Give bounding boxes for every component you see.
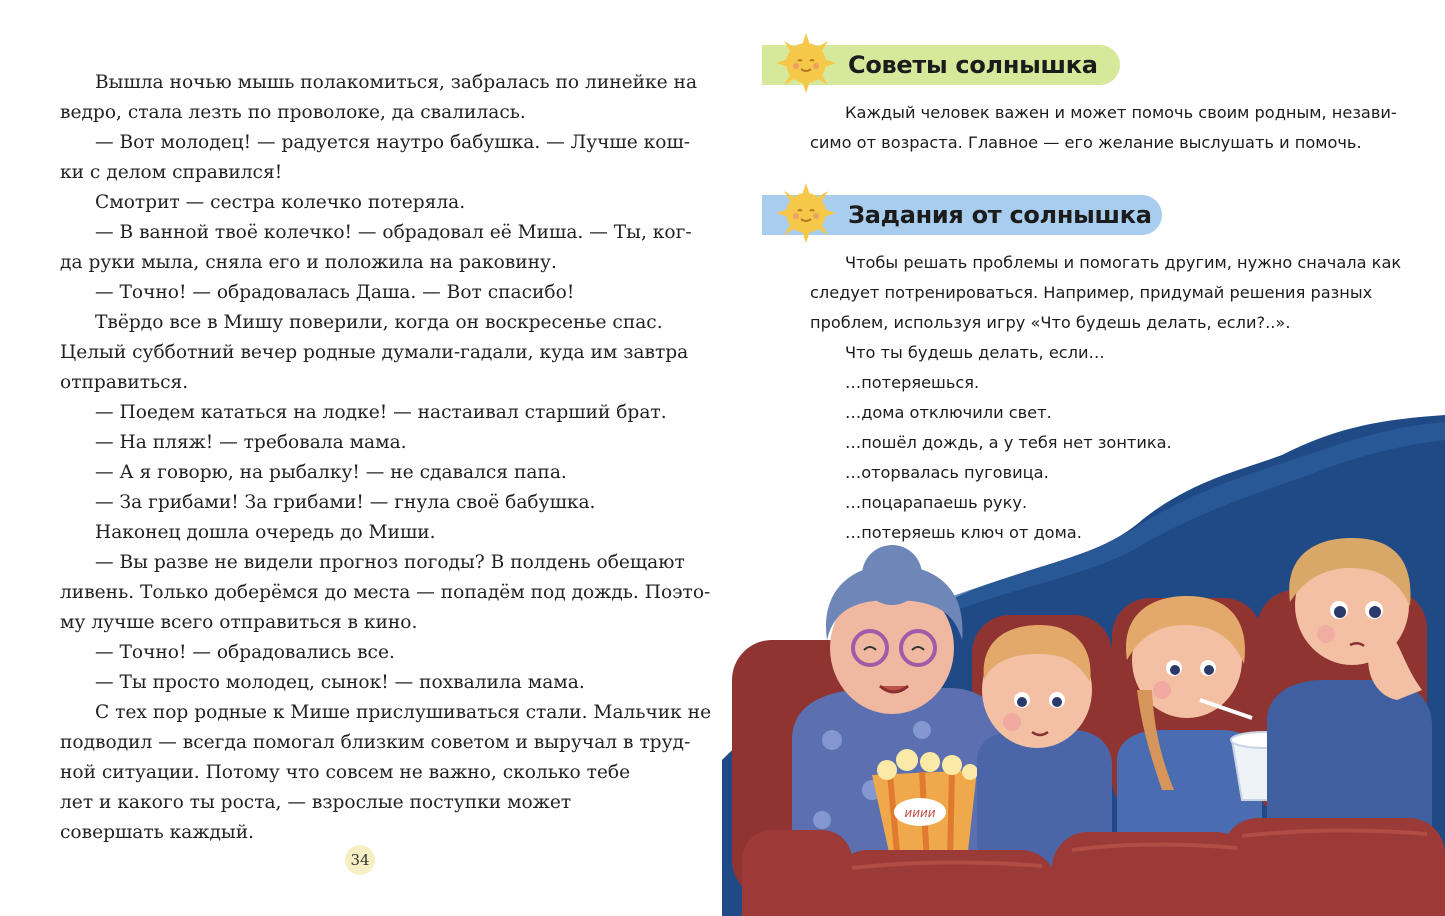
story-line: му лучше всего отправиться в кино. xyxy=(60,612,418,633)
story-line: Наконец дошла очередь до Миши. xyxy=(95,522,436,543)
story-line: — На пляж! — требовала мама. xyxy=(95,432,407,453)
story-line: — А я говорю, на рыбалку! — не сдавался папа. xyxy=(95,462,567,483)
task-line: …пошёл дождь, а у тебя нет зонтика. xyxy=(845,433,1172,452)
advice-header xyxy=(722,45,1142,85)
story-line: С тех пор родные к Мише прислушиваться стали. Мальчик не xyxy=(95,702,712,723)
advice-line: симо от возраста. Главное — его желание выслушать и помочь. xyxy=(810,133,1362,152)
task-line: следует потренироваться. Например, придумай решения разных xyxy=(810,283,1373,302)
story-line: ливень. Только доберёмся до места — попадём под дождь. Поэто- xyxy=(60,582,711,603)
story-line: — В ванной твоё колечко! — обрадовал её Миша. — Ты, ког- xyxy=(95,222,692,243)
story-line: подводил — всегда помогал близким советом и выручал в труд- xyxy=(60,732,691,753)
task-line: …дома отключили свет. xyxy=(845,403,1052,422)
story-line: Целый субботний вечер родные думали-гадали, куда им завтра xyxy=(60,342,689,363)
story-line: ведро, стала лезть по проволоке, да свалилась. xyxy=(60,102,526,123)
story-line: ной ситуации. Потому что совсем не важно, сколько тебе xyxy=(60,762,631,783)
story-line: — Точно! — обрадовались все. xyxy=(95,642,395,663)
tasks-title: Задания от солнышка xyxy=(848,201,1152,229)
story-text xyxy=(60,68,712,848)
page-number: 34 xyxy=(345,845,375,875)
popcorn-label: ииии xyxy=(904,806,936,820)
story-line: Вышла ночью мышь полакомиться, забралась по линейке на xyxy=(95,72,698,93)
advice-title: Советы солнышка xyxy=(848,51,1098,79)
story-line: — Ты просто молодец, сынок! — похвалила мама. xyxy=(95,672,585,693)
task-line: …оторвалась пуговица. xyxy=(845,463,1049,482)
right-page xyxy=(722,0,1445,916)
story-line: совершать каждый. xyxy=(60,822,255,843)
tasks-header xyxy=(722,195,1182,235)
task-line: …потеряешься. xyxy=(845,373,980,392)
sun-icon xyxy=(774,181,838,245)
story-line: — Точно! — обрадовалась Даша. — Вот спасибо! xyxy=(95,282,575,303)
task-line: проблем, используя игру «Что будешь делать, если?..». xyxy=(810,313,1291,332)
story-line: лет и какого ты роста, — взрослые поступки может xyxy=(60,792,572,813)
task-line: Чтобы решать проблемы и помогать другим, нужно сначала как xyxy=(845,253,1402,272)
advice-text xyxy=(810,98,1397,158)
story-line: — Вы разве не видели прогноз погоды? В полдень обещают xyxy=(95,552,685,573)
left-page xyxy=(0,0,722,916)
tasks-text xyxy=(810,248,1401,548)
story-line: — Поедем кататься на лодке! — настаивал старший брат. xyxy=(95,402,667,423)
task-line: Что ты будешь делать, если… xyxy=(845,343,1105,362)
story-line: ки с делом справился! xyxy=(60,162,283,183)
story-line: — За грибами! За грибами! — гнула своё бабушка. xyxy=(95,492,596,513)
story-line: Твёрдо все в Мишу поверили, когда он воскресенье спас. xyxy=(95,312,663,333)
task-line: …потеряешь ключ от дома. xyxy=(845,523,1082,542)
story-line: — Вот молодец! — радуется наутро бабушка. — Лучше кош- xyxy=(95,132,691,153)
story-line: отправиться. xyxy=(60,372,189,393)
advice-line: Каждый человек важен и может помочь своим родным, незави- xyxy=(845,103,1397,122)
story-line: Смотрит — сестра колечко потеряла. xyxy=(95,192,466,213)
task-line: …поцарапаешь руку. xyxy=(845,493,1028,512)
sun-icon xyxy=(774,31,838,95)
story-line: да руки мыла, сняла его и положила на раковину. xyxy=(60,252,557,273)
